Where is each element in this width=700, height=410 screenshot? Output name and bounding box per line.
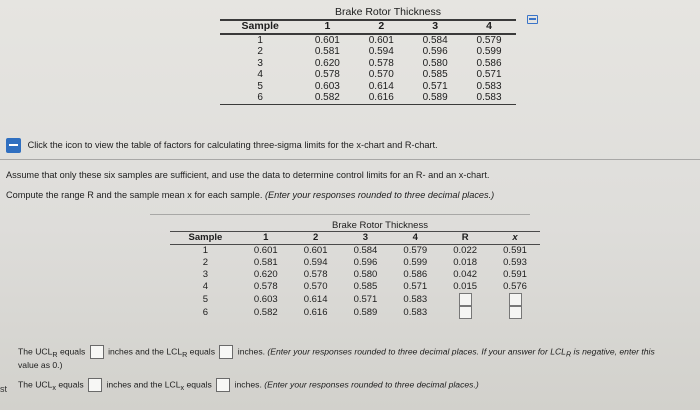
table-row (220, 34, 516, 47)
thickness-value: 0.583 (403, 306, 428, 318)
thickness-value: 0.601 (314, 34, 340, 46)
answer-cell (490, 306, 540, 319)
thickness-value: 0.594 (368, 46, 394, 57)
table-row (220, 69, 516, 81)
range-input[interactable] (459, 293, 472, 306)
thickness-value: 0.570 (303, 281, 328, 292)
thickness-value: 0.599 (476, 46, 502, 57)
thickness-value: 0.571 (353, 293, 378, 305)
thickness-value: 0.583 (403, 293, 428, 305)
table-row (170, 257, 540, 269)
thickness-value: 0.620 (253, 269, 278, 280)
compute-text: Compute the range R and the sample mean x for each sample. (Enter your responses rounded to three decimal places.) (6, 190, 495, 200)
thickness-col-header: 1 (241, 232, 291, 245)
thickness-value: 0.603 (314, 80, 340, 92)
thickness-value: 0.579 (403, 245, 428, 256)
lcl-r-input[interactable] (219, 345, 233, 359)
thickness-value: 0.571 (476, 69, 502, 80)
sample-number: 1 (202, 245, 209, 256)
thickness-value: 0.616 (303, 306, 328, 318)
answer-cell (490, 293, 540, 306)
table-row (220, 81, 516, 93)
assume-text: Assume that only these six samples are sufficient, and use the data to determine control limits for an R- and an x-chart. (6, 170, 490, 180)
table-caption: Brake Rotor Thickness (334, 6, 441, 18)
sample-number: 1 (257, 34, 263, 46)
thickness-value: 0.601 (303, 245, 328, 256)
thickness-value: 0.571 (422, 80, 448, 92)
thickness-value: 0.580 (422, 57, 448, 69)
mean-value: 0.576 (503, 281, 527, 292)
thickness-value: 0.581 (314, 46, 340, 57)
copy-table-icon[interactable] (527, 15, 538, 24)
sample-number: 5 (257, 80, 263, 92)
ucl-r-hint-line2: value as 0.) (18, 360, 63, 370)
mean-value: 0.593 (503, 257, 527, 268)
factors-table-icon[interactable] (6, 138, 21, 153)
range-value: 0.022 (453, 245, 478, 256)
thickness-value: 0.582 (300, 92, 354, 104)
divider (0, 159, 700, 160)
table-row (170, 281, 540, 293)
range-input[interactable] (459, 306, 472, 319)
range-value: 0.018 (453, 257, 478, 268)
table-row (220, 58, 516, 70)
ucl-x-question: The $UCL_x$ equals inches and the $LCL_x$ equals inches. (Enter your responses rounded to three decimal places.) (18, 379, 479, 392)
ucl-r-question: The $UCL_R$ equals inches and the $LCL_R$ equals inches. (Enter your responses rounded to three decimal places. If your answer for $LCL_R$ is negative, enter this (18, 346, 655, 359)
thickness-value: 0.570 (368, 69, 394, 80)
thickness-value: 0.571 (403, 281, 428, 292)
table-row (220, 92, 516, 104)
sample-number: 2 (202, 257, 209, 268)
thickness-value: 0.616 (354, 92, 408, 104)
sample-number: 3 (202, 269, 209, 280)
thickness-value: 0.620 (314, 57, 340, 69)
sample-number: 6 (202, 306, 209, 318)
answer-table-caption: Brake Rotor Thickness (332, 220, 428, 231)
answer-table (170, 220, 540, 319)
mean-header: x (490, 232, 540, 245)
sample-number: 4 (202, 281, 209, 292)
thickness-value: 0.579 (476, 34, 502, 46)
ucl-r-input[interactable] (90, 345, 104, 359)
sample-header: Sample (220, 20, 300, 34)
thickness-col-header: 2 (354, 20, 408, 34)
range-value: 0.042 (453, 269, 478, 280)
thickness-value: 0.580 (353, 269, 378, 280)
thickness-value: 0.596 (353, 257, 378, 268)
table-row (170, 269, 540, 281)
mean-input[interactable] (509, 306, 522, 319)
thickness-value: 0.584 (353, 245, 378, 256)
thickness-value: 0.601 (368, 34, 394, 46)
answer-cell (440, 306, 490, 319)
thickness-value: 0.601 (253, 245, 278, 256)
thickness-value: 0.578 (303, 269, 328, 280)
ucl-x-input[interactable] (88, 378, 102, 392)
thickness-value: 0.614 (303, 293, 328, 305)
thickness-col-header: 4 (462, 20, 516, 34)
thickness-value: 0.586 (476, 57, 502, 69)
thickness-value: 0.603 (253, 293, 278, 305)
thickness-value: 0.594 (303, 257, 328, 268)
sample-number: 5 (202, 293, 209, 305)
thickness-value: 0.599 (403, 257, 428, 268)
thickness-value: 0.578 (368, 57, 394, 69)
thickness-value: 0.581 (253, 257, 278, 268)
sample-number: 2 (257, 46, 263, 57)
table-row (170, 306, 540, 319)
table-row (170, 245, 540, 258)
thickness-col-header: 3 (341, 232, 391, 245)
brake-rotor-data-table (220, 6, 516, 105)
mean-value: 0.591 (503, 269, 527, 280)
thickness-value: 0.596 (422, 46, 448, 57)
click-icon-instruction: Click the icon to view the table of factors for calculating three-sigma limits for the x-chart and R-chart. (6, 138, 438, 153)
thickness-value: 0.614 (368, 80, 394, 92)
table-row (170, 293, 540, 306)
sample-number: 6 (220, 92, 300, 104)
left-edge-text: st (0, 384, 8, 394)
sample-number: 4 (257, 69, 263, 80)
thickness-value: 0.583 (462, 92, 516, 104)
thickness-value: 0.589 (408, 92, 462, 104)
thickness-value: 0.584 (422, 34, 448, 46)
divider (150, 214, 530, 215)
thickness-value: 0.583 (476, 80, 502, 92)
thickness-value: 0.589 (353, 306, 378, 318)
thickness-col-header: 2 (291, 232, 341, 245)
thickness-value: 0.585 (422, 69, 448, 80)
sample-header: Sample (170, 232, 241, 245)
thickness-value: 0.586 (403, 269, 428, 280)
thickness-col-header: 3 (408, 20, 462, 34)
mean-input[interactable] (509, 293, 522, 306)
answer-cell (440, 293, 490, 306)
mean-value: 0.591 (503, 245, 527, 256)
sample-number: 3 (257, 57, 263, 69)
thickness-col-header: 1 (300, 20, 354, 34)
thickness-value: 0.578 (253, 281, 278, 292)
thickness-col-header: 4 (390, 232, 440, 245)
thickness-value: 0.578 (314, 69, 340, 80)
range-value: 0.015 (453, 281, 478, 292)
thickness-value: 0.585 (353, 281, 378, 292)
lcl-x-input[interactable] (216, 378, 230, 392)
range-header: R (440, 232, 490, 245)
table-row (220, 46, 516, 58)
thickness-value: 0.582 (253, 306, 278, 318)
